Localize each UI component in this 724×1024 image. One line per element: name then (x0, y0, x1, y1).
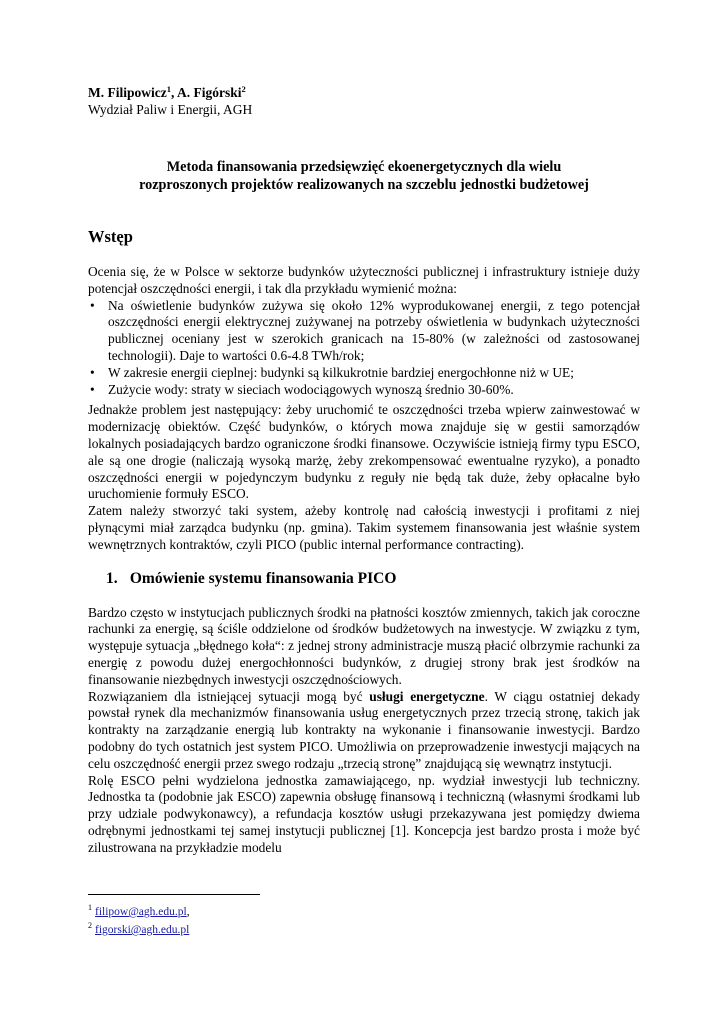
list-item-text: Zużycie wody: straty w sieciach wodociągowych wynoszą średnio 30-60%. (108, 381, 514, 397)
intro-paragraph-2: Jednakże problem jest następujący: żeby uruchomić te oszczędności trzeba wpierw zainwestować w modernizację obiektów. Część budynków, o których mowa znajduje się w gestii samorządów lokalnych posiadających bardzo ograniczone środki finansowe. Oczywiście istnieją firmy typu ESCO, ale są one drogie (naliczają wysoką marżę, żeby zrekompensować ewentualne ryzyko), a ponadto oszczędności energii w pojedynczym budynku z reguły nie będą tak duże, żeby opłacalne było uruchomienie formuły ESCO. (88, 402, 640, 502)
paragraph-text: . W ciągu ostatniej dekady powstał rynek dla mechanizmów finansowania usług energetycznych przez trzecią stronę, takich jak kontrakty na zarządzanie energią lub kontrakty na wykonanie i finansowanie inwestycji. Bardzo podobny do tych ostatnich jest system PICO. Umożliwia on przeprowadzenie inwestycji mających na celu oszczędność energii przez swego rodzaju „trzecią stronę” znajdującą się wewnątrz instytucji. (88, 688, 640, 771)
email-link[interactable]: filipow@agh.edu.pl (95, 906, 187, 918)
bullet-icon: • (90, 381, 95, 397)
author-2: A. Figórski (177, 85, 242, 100)
list-item-text: W zakresie energii cieplnej: budynki są kilkukrotnie bardziej energochłonne niż w UE; (108, 364, 574, 380)
footnote-mark: 2 (88, 921, 92, 930)
footnote-divider (88, 894, 260, 895)
title-line-2: rozproszonych projektów realizowanych na szczeblu jednostki budżetowej (139, 177, 589, 193)
author-1-footnote-mark: 1 (166, 84, 171, 94)
list-item (90, 297, 640, 365)
affiliation: Wydział Paliw i Energii, AGH (88, 102, 253, 117)
footnote-suffix: , (186, 906, 190, 918)
author-2-footnote-mark: 2 (241, 84, 246, 94)
bullet-icon: • (90, 297, 95, 313)
intro-bullet-list (88, 298, 640, 399)
section-1-paragraph-1: Bardzo często w instytucjach publicznych środki na płatności kosztów zmiennych, takich jak coroczne rachunki za energię, są ściśle oddzielone od środków budżetowych na inwestycje. W związku z tym, występuje sytuacja „błędnego koła“: z jednej strony administracje muszą płacić olbrzymie rachunki za energię z powodu dużej energochłonności budynków, z drugiej strony brak jest środków na finansowanie niezbędnych inwestycji oszczędnościowych. (88, 604, 640, 687)
section-number: 1. (106, 569, 118, 587)
authors (88, 84, 640, 101)
bullet-icon: • (90, 364, 95, 380)
section-1-heading (106, 569, 640, 589)
intro-paragraph-1: Ocenia się, że w Polsce w sektorze budynków użyteczności publicznej i infrastruktury istnieje duży potencjał oszczędności energii, i tak dla przykładu wymienić można: (88, 264, 640, 296)
footnote-mark: 1 (88, 903, 92, 912)
list-item-text: Na oświetlenie budynków zużywa się około 12% wyprodukowanej energii, z tego potencjał oszczędności energii elektrycznej zużywanej na potrzeby oświetlenia w budynkach użyteczności publicznej oceniany jest w szerokich granicach na 15-80% (w zależności od zastosowanej technologii). Daje to wartości 0.6-4.8 TWh/rok; (108, 297, 640, 363)
email-link[interactable]: figorski@agh.edu.pl (95, 924, 190, 936)
footnote-1 (88, 905, 190, 919)
section-1-paragraph-3: Rolę ESCO pełni wydzielona jednostka zamawiającego, np. wydział inwestycji lub techniczny. Jednostka ta (podobnie jak ESCO) zapewnia obsługę finansową i techniczną (własnymi środkami lub przy udziale podwykonawcy), a refundacja kosztów usługi przekazywana jest pomiędzy dwiema odrębnymi jednostkami tej samej instytucji publicznej [1]. Koncepcja jest bardzo prosta i może być zilustrowana na przykładzie modelu (88, 772, 640, 855)
paper-title (88, 158, 640, 194)
intro-heading: Wstęp (88, 227, 133, 246)
section-title: Omówienie systemu finansowania PICO (129, 569, 397, 587)
author-separator: , (170, 85, 177, 100)
intro-paragraph-3: Zatem należy stworzyć taki system, ażeby kontrolę nad całością inwestycji i profitami z niej płynącymi miał zarządca budynku (np. gmina). Takim systemem finansowania jest właśnie system wewnętrznych kontraktów, czyli PICO (public internal performance contracting). (88, 503, 640, 552)
list-item (90, 364, 640, 382)
emphasis-text: usługi energetyczne (369, 688, 485, 704)
title-line-1: Metoda finansowania przedsięwzięć ekoenergetycznych dla wielu (166, 159, 562, 175)
document-page (88, 84, 640, 857)
list-item (90, 381, 640, 399)
section-1-paragraph-2 (88, 689, 640, 773)
footnote-2 (88, 923, 189, 937)
author-1: M. Filipowicz (88, 85, 167, 100)
paragraph-text: Rozwiązaniem dla istniejącej sytuacji mogą być (88, 688, 370, 704)
